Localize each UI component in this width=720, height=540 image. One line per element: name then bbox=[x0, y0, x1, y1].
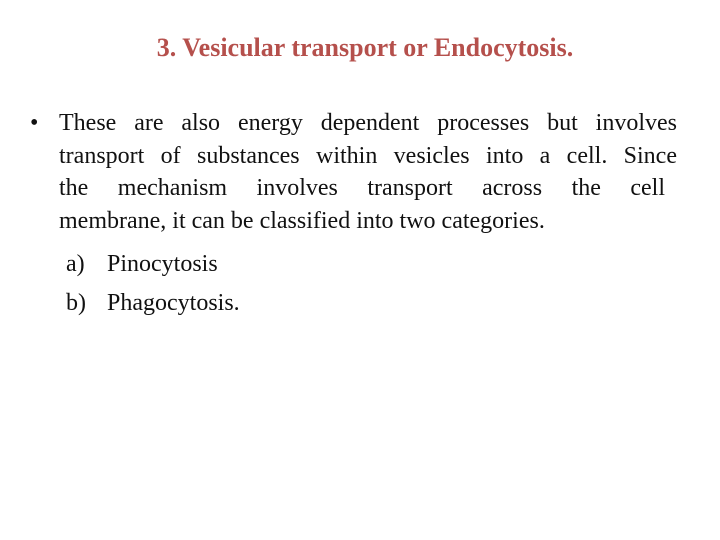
paragraph-line: transport of substances within vesicles into a cell. Since bbox=[59, 143, 677, 169]
list-item-pinocytosis bbox=[66, 251, 218, 278]
list-marker: b) bbox=[66, 290, 86, 316]
list-marker: a) bbox=[66, 251, 85, 277]
list-label: Phagocytosis. bbox=[107, 290, 240, 316]
paragraph-line: the mechanism involves transport across the cell bbox=[59, 175, 665, 201]
list-label: Pinocytosis bbox=[107, 251, 218, 277]
slide-title: 3. Vesicular transport or Endocytosis. bbox=[156, 33, 574, 62]
paragraph-line: membrane, it can be classified into two categories. bbox=[59, 208, 545, 234]
bullet-icon: • bbox=[30, 110, 39, 136]
list-item-phagocytosis bbox=[66, 290, 240, 317]
paragraph-line: These are also energy dependent processes but involves bbox=[59, 110, 677, 136]
